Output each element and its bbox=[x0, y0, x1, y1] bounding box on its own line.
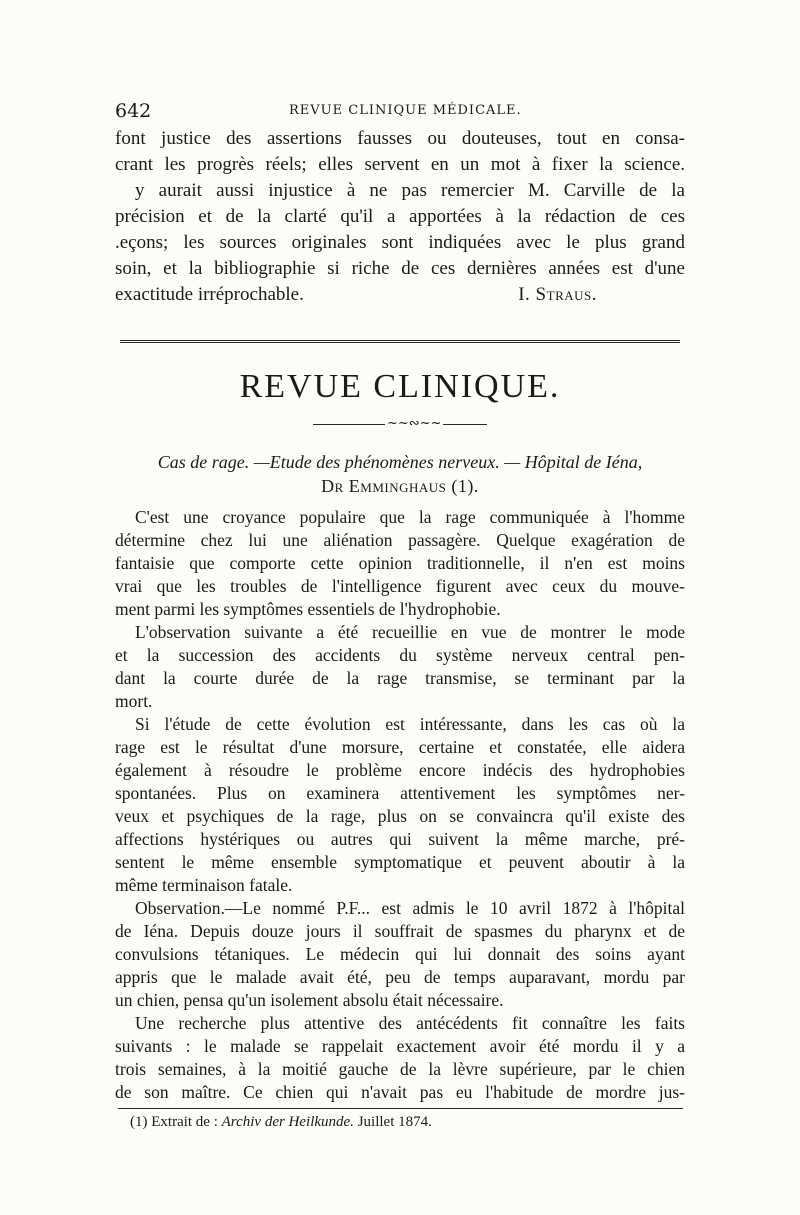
article-heading-line: Cas de rage. —Etude des phénomènes nerveux. — Hôpital de Iéna, bbox=[157, 452, 643, 472]
text-line: L'observation suivante a été recueillie en vue de montrer le mode bbox=[135, 622, 685, 642]
footnote-source: Archiv der Heilkunde. bbox=[221, 1114, 354, 1130]
text-line: font justice des assertions fausses ou douteuses, tout en consa- bbox=[115, 128, 685, 149]
text-line: spontanées. Plus on examinera attentivement les symptômes ner- bbox=[115, 783, 685, 803]
text-line: sentent le même ensemble symptomatique et peuvent aboutir à la bbox=[115, 852, 685, 872]
text-line: et la succession des accidents du système nerveux central pen- bbox=[115, 645, 685, 665]
footnote-date: Juillet 1874. bbox=[357, 1114, 432, 1130]
article-body bbox=[115, 506, 685, 1104]
text-line: de Iéna. Depuis douze jours il souffrait de spasmes du pharynx et de bbox=[115, 921, 685, 941]
footnote-divider bbox=[118, 1108, 683, 1109]
text-line: même terminaison fatale. bbox=[115, 875, 293, 895]
text-line: C'est une croyance populaire que la rage communiquée à l'homme bbox=[135, 507, 685, 527]
text-line: également à résoudre le problème encore indécis des hydrophobies bbox=[115, 760, 685, 780]
text-line: Observation.—Le nommé P.F... est admis le 10 avril 1872 à l'hôpital bbox=[135, 898, 685, 918]
page-number: 642 bbox=[115, 100, 152, 122]
title-ornament bbox=[313, 416, 487, 435]
text-line: vrai que les troubles de l'intelligence figurent avec ceux du mouve- bbox=[115, 576, 685, 596]
text-line: Si l'étude de cette évolution est intéressante, dans les cas où la bbox=[135, 714, 685, 734]
intro-paragraph bbox=[115, 126, 685, 308]
text-line: convulsions tétaniques. Le médecin qui lui donnait des soins ayant bbox=[115, 944, 685, 964]
text-line: soin, et la bibliographie si riche de ces dernières années est d'une bbox=[115, 258, 685, 279]
footnote bbox=[130, 1114, 432, 1131]
section-title: REVUE CLINIQUE. bbox=[239, 368, 561, 405]
text-line: suivants : le malade se rappelait exactement avoir été mordu il y a bbox=[115, 1036, 685, 1056]
journal-title: REVUE CLINIQUE MÉDICALE. bbox=[289, 103, 522, 118]
text-line: précision et de la clarté qu'il a apportées à la rédaction de ces bbox=[115, 206, 685, 227]
footnote-prefix: (1) Extrait de : bbox=[130, 1114, 218, 1130]
text-line: mort. bbox=[115, 691, 153, 711]
text-line: Une recherche plus attentive des antécédents fit connaître les faits bbox=[135, 1013, 685, 1033]
text-line: veux et psychiques de la rage, plus on se convaincra qu'il existe des bbox=[115, 806, 685, 826]
running-head bbox=[115, 100, 685, 122]
text-line: appris que le malade avait été, peu de temps auparavant, mordu par bbox=[115, 967, 685, 987]
text-line: .eçons; les sources originales sont indiquées avec le plus grand bbox=[115, 232, 685, 253]
text-line: rage est le résultat d'une morsure, certaine et constatée, elle aidera bbox=[115, 737, 685, 757]
text-line: y aurait aussi injustice à ne pas remercier M. Carville de la bbox=[135, 180, 685, 201]
text-line: affections hystériques ou autres qui suivent la même marche, pré- bbox=[115, 829, 685, 849]
text-line: trois semaines, à la moitié gauche de la lèvre supérieure, par le chien bbox=[115, 1059, 685, 1079]
text-line: dant la courte durée de la rage transmise, se terminant par la bbox=[115, 668, 685, 688]
signature-line bbox=[115, 282, 685, 308]
text-line: un chien, pensa qu'un isolement absolu était nécessaire. bbox=[115, 990, 504, 1010]
text-line: détermine chez lui une aliénation passagère. Quelque exagération de bbox=[115, 530, 685, 550]
text-line: fantaisie que comporte cette opinion traditionnelle, il n'en est moins bbox=[115, 553, 685, 573]
article-heading bbox=[110, 450, 690, 498]
text-line: de son maître. Ce chien qui n'avait pas eu l'habitude de mordre jus- bbox=[115, 1082, 685, 1102]
ornament-glyph: ~~∾~~ bbox=[387, 416, 442, 431]
section-divider bbox=[120, 340, 680, 343]
author-signature: I. Straus. bbox=[518, 284, 597, 305]
text-line: ment parmi les symptômes essentiels de l'hydrophobie. bbox=[115, 599, 501, 619]
article-author: Dr Emminghaus (1). bbox=[321, 476, 479, 496]
closing-text: exactitude irréprochable. bbox=[115, 284, 304, 305]
text-line: crant les progrès réels; elles servent en un mot à fixer la science. bbox=[115, 154, 685, 175]
